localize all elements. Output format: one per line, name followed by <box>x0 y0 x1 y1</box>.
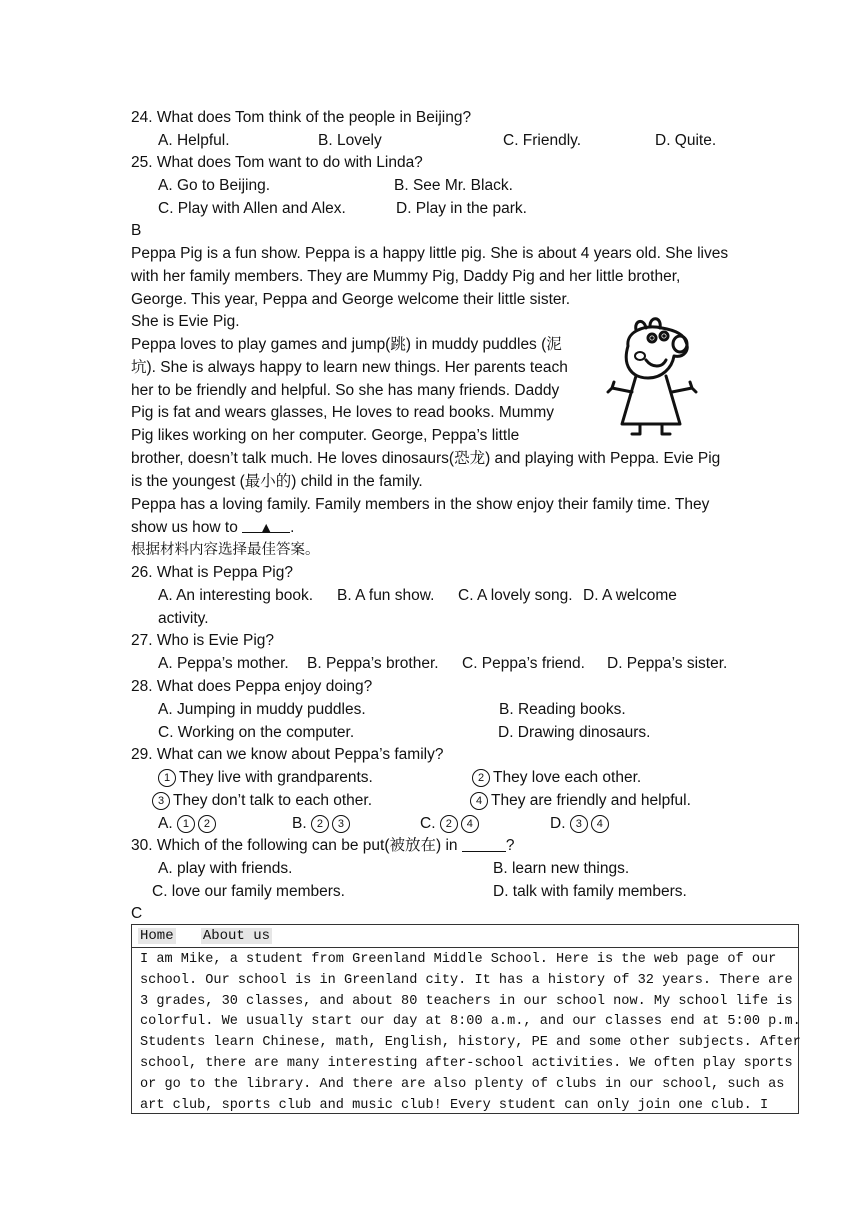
q26-option-d: D. A welcome <box>583 587 677 604</box>
webpage-text <box>132 948 801 1116</box>
statement-text: They love each other. <box>493 769 642 786</box>
question-24-stem: 24. What does Tom think of the people in Beijing? <box>131 109 472 126</box>
q30-stem-text: 30. Which of the following can be put(被放在) in <box>131 837 458 854</box>
q30-stem-suffix: ? <box>505 837 515 854</box>
question-26-stem: 26. What is Peppa Pig? <box>131 564 293 581</box>
q27-option-d: D. Peppa’s sister. <box>607 655 728 672</box>
passage-line: Pig likes working on her computer. George, Peppa’s little <box>131 427 520 445</box>
peppa-pig-illustration <box>600 316 700 436</box>
q24-option-a: A. Helpful. <box>158 132 230 149</box>
nav-home: Home <box>140 928 174 944</box>
question-28-stem: 28. What does Peppa enjoy doing? <box>131 678 373 695</box>
circled-number: 3 <box>332 815 350 833</box>
passage-line: Peppa has a loving family. Family members in the show enjoy their family time. They <box>131 495 710 513</box>
q26-option-a: A. An interesting book. <box>158 587 314 604</box>
passage-last-suffix: . <box>290 519 295 537</box>
q27-option-c: C. Peppa’s friend. <box>462 655 585 672</box>
q29-statement-2 <box>472 767 641 789</box>
webpage-line: I am Mike, a student from Greenland Middle School. Here is the web page of our <box>140 952 777 967</box>
q29-option-c <box>420 813 482 835</box>
circled-number: 4 <box>470 792 488 810</box>
passage-last-prefix: show us how to <box>131 519 238 537</box>
q26-option-d-continued: activity. <box>158 610 209 627</box>
q28-option-b: B. Reading books. <box>499 701 626 718</box>
webpage-line: or go to the library. And there are also plenty of clubs in our school, such as <box>140 1076 785 1092</box>
q28-option-a: A. Jumping in muddy puddles. <box>158 701 366 718</box>
triangle-mark: ▲ <box>259 519 274 536</box>
question-29-stem: 29. What can we know about Peppa’s family? <box>131 746 444 763</box>
nav-about-us: About us <box>202 928 271 944</box>
question-25-stem: 25. What does Tom want to do with Linda? <box>131 154 423 171</box>
statement-text: They don’t talk to each other. <box>173 792 373 809</box>
q25-option-b: B. See Mr. Black. <box>394 177 513 194</box>
question-27-stem: 27. Who is Evie Pig? <box>131 632 275 649</box>
q29-option-a <box>158 813 219 835</box>
q24-option-c: C. Friendly. <box>503 132 582 149</box>
passage-line: 坑). She is always happy to learn new things. Her parents teach <box>131 358 568 376</box>
circled-number: 1 <box>158 769 176 787</box>
statement-text: They are friendly and helpful. <box>491 792 691 809</box>
passage-line: is the youngest (最小的) child in the family. <box>131 472 423 490</box>
q26-option-b: B. A fun show. <box>337 587 435 604</box>
q24-option-b: B. Lovely <box>318 132 382 149</box>
circled-number: 2 <box>311 815 329 833</box>
q29-statement-3 <box>152 790 372 812</box>
passage-line: her to be friendly and helpful. So she has many friends. Daddy <box>131 381 560 399</box>
q29-option-d <box>550 813 612 835</box>
q25-option-d: D. Play in the park. <box>396 200 527 217</box>
webpage-line: 3 grades, 30 classes, and about 80 teachers in our school now. My school life is <box>140 993 793 1009</box>
q29-statement-4 <box>470 790 691 812</box>
circled-number: 2 <box>440 815 458 833</box>
q30-option-a: A. play with friends. <box>158 860 293 877</box>
circled-number: 2 <box>198 815 216 833</box>
webpage-line: school. Our school is in Greenland city. It has a history of 32 years. There are <box>140 972 793 988</box>
q28-option-c: C. Working on the computer. <box>158 724 355 741</box>
circled-number: 4 <box>591 815 609 833</box>
circled-number: 1 <box>177 815 195 833</box>
passage-line: brother, doesn’t talk much. He loves dinosaurs(恐龙) and playing with Peppa. Evie Pig <box>131 450 721 467</box>
section-c-label: C <box>131 905 143 922</box>
passage-blank <box>242 516 290 536</box>
passage-line: George. This year, Peppa and George welcome their little sister. <box>131 290 571 308</box>
q28-option-d: D. Drawing dinosaurs. <box>498 724 651 741</box>
q27-option-b: B. Peppa’s brother. <box>307 655 439 672</box>
question-30-stem <box>131 835 514 857</box>
school-webpage-box <box>131 924 799 1114</box>
passage-line: with her family members. They are Mummy Pig, Daddy Pig and her little brother, <box>131 267 681 285</box>
passage-line: Peppa loves to play games and jump(跳) in muddy puddles (泥 <box>131 336 562 353</box>
q30-option-b: B. learn new things. <box>493 860 630 877</box>
circled-number: 2 <box>472 769 490 787</box>
q29-statement-1 <box>158 767 373 789</box>
circled-number: 3 <box>570 815 588 833</box>
passage-last-line <box>131 516 720 539</box>
passage-line: Pig is fat and wears glasses, He loves to read books. Mummy <box>131 404 554 422</box>
q29-option-b <box>292 813 353 835</box>
passage-line: She is Evie Pig. <box>131 313 240 331</box>
statement-text: They live with grandparents. <box>179 769 373 786</box>
webpage-line: Students learn Chinese, math, English, history, PE and some other subjects. After <box>140 1035 801 1051</box>
passage-b-part3 <box>131 448 720 539</box>
option-letter: A. <box>158 815 173 832</box>
q25-option-c: C. Play with Allen and Alex. <box>158 200 346 217</box>
option-letter: B. <box>292 815 307 832</box>
circled-number: 4 <box>461 815 479 833</box>
q30-option-d: D. talk with family members. <box>493 883 687 900</box>
option-letter: C. <box>420 815 436 832</box>
q27-option-a: A. Peppa’s mother. <box>158 655 289 672</box>
webpage-nav <box>132 925 798 948</box>
webpage-line: school, there are many interesting after-school activities. We often play sports <box>140 1055 793 1071</box>
passage-b-part2 <box>131 334 568 448</box>
circled-number: 3 <box>152 792 170 810</box>
webpage-line: colorful. We usually start our day at 8:00 a.m., and our classes end at 5:00 p.m. <box>140 1014 801 1030</box>
section-b-label: B <box>131 222 142 239</box>
option-letter: D. <box>550 815 566 832</box>
passage-line: Peppa Pig is a fun show. Peppa is a happy little pig. She is about 4 years old. She lives <box>131 245 729 262</box>
webpage-line: art club, sports club and music club! Every student can only join one club. I <box>140 1097 769 1113</box>
q25-option-a: A. Go to Beijing. <box>158 177 271 194</box>
q26-option-c: C. A lovely song. <box>458 587 573 604</box>
q24-option-d: D. Quite. <box>655 132 717 149</box>
answer-blank <box>462 837 506 852</box>
instruction-cn: 根据材料内容选择最佳答案。 <box>131 542 320 558</box>
q30-option-c: C. love our family members. <box>152 883 345 900</box>
